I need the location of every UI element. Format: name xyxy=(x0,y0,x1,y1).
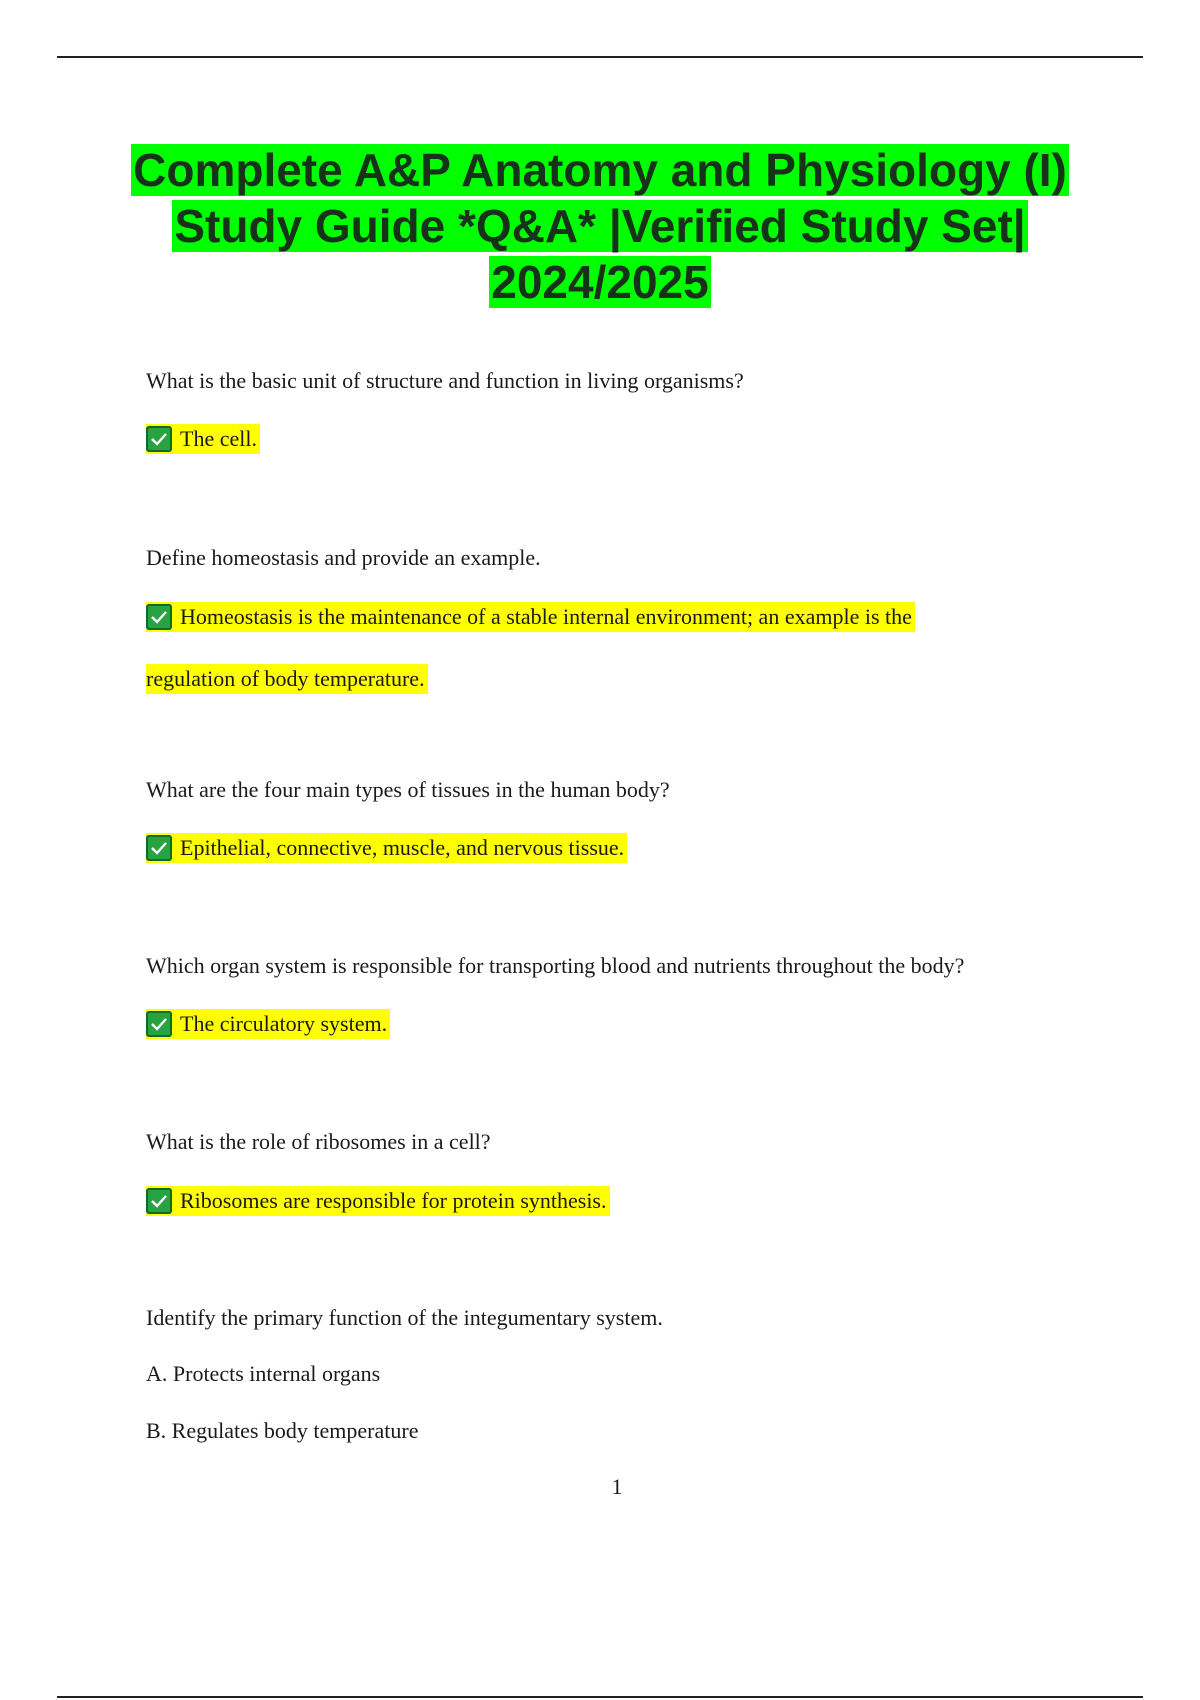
check-icon xyxy=(146,1011,172,1037)
option-a: A. Protects internal organs xyxy=(146,1361,381,1386)
answer-5: Ribosomes are responsible for protein synthesis. xyxy=(146,1186,610,1216)
question-6: Identify the primary function of the integumentary system. xyxy=(146,1305,663,1330)
answer-1: The cell. xyxy=(146,424,260,454)
page-number: 1 xyxy=(611,1474,623,1499)
question-2: Define homeostasis and provide an example. xyxy=(146,545,541,570)
bottom-rule xyxy=(57,1696,1143,1698)
check-icon xyxy=(146,426,172,452)
question-3: What are the four main types of tissues in the human body? xyxy=(146,777,670,802)
answer-4: The circulatory system. xyxy=(146,1009,390,1039)
question-4: Which organ system is responsible for transporting blood and nutrients throughout the body? xyxy=(146,953,965,978)
check-icon xyxy=(146,835,172,861)
document-title: Complete A&P Anatomy and Physiology (I) Study Guide *Q&A* |Verified Study Set| 2024/2025 xyxy=(133,144,1067,308)
check-icon xyxy=(146,604,172,630)
answer-2: Homeostasis is the maintenance of a stable internal environment; an example is the xyxy=(146,602,915,632)
question-1: What is the basic unit of structure and function in living organisms? xyxy=(146,368,744,393)
answer-3: Epithelial, connective, muscle, and nervous tissue. xyxy=(146,833,627,863)
check-icon xyxy=(146,1188,172,1214)
option-b: B. Regulates body temperature xyxy=(146,1418,419,1443)
answer-2-continued: regulation of body temperature. xyxy=(146,664,428,694)
question-5: What is the role of ribosomes in a cell? xyxy=(146,1129,491,1154)
top-rule xyxy=(57,56,1143,58)
